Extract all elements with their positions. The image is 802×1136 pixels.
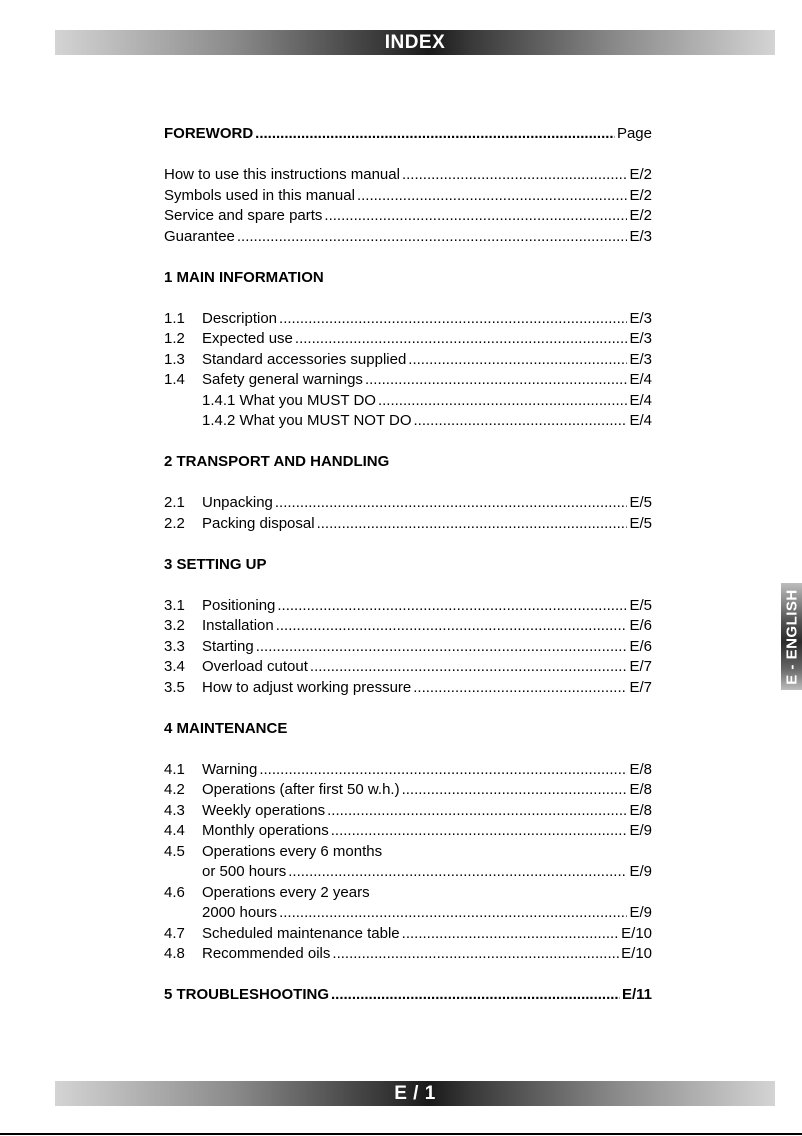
toc-title: FOREWORD <box>164 125 254 142</box>
leader-dots <box>317 514 628 535</box>
toc-entry[interactable] <box>164 862 652 883</box>
toc-number: 4.2 <box>164 781 185 798</box>
toc-entry[interactable] <box>164 411 652 432</box>
toc-page: E/9 <box>629 822 652 839</box>
leader-dots <box>413 678 627 699</box>
toc-number: 3.3 <box>164 637 185 655</box>
toc-title: Standard accessories supplied <box>202 350 407 368</box>
toc-title: Symbols used in this manual <box>164 186 355 204</box>
toc-number <box>164 391 202 412</box>
leader-dots <box>288 862 627 883</box>
section-heading[interactable]: 3 SETTING UP <box>164 555 267 573</box>
table-of-contents <box>164 124 652 1006</box>
toc-title: 2000 hours <box>202 904 278 921</box>
toc-entry[interactable] <box>164 186 652 207</box>
toc-number: 1.1 <box>164 309 185 327</box>
toc-number: 2.1 <box>164 494 185 511</box>
toc-number <box>164 903 202 924</box>
toc-number: 4.1 <box>164 760 185 778</box>
spacer <box>164 473 652 494</box>
leader-dots <box>402 780 628 801</box>
spacer <box>164 575 652 596</box>
spacer <box>164 739 652 760</box>
toc-title: 5 TROUBLESHOOTING <box>164 986 330 1003</box>
toc-title: Recommended oils <box>202 945 331 962</box>
section-heading[interactable]: 2 TRANSPORT AND HANDLING <box>164 453 390 470</box>
leader-dots <box>256 637 628 658</box>
toc-entry[interactable] <box>164 206 652 227</box>
section-heading[interactable]: 4 MAINTENANCE <box>164 719 288 737</box>
toc-troubleshooting[interactable] <box>164 985 652 1006</box>
toc-title: Warning <box>202 760 258 778</box>
toc-number: 1.3 <box>164 350 185 368</box>
leader-dots <box>310 657 628 678</box>
toc-title: or 500 hours <box>202 863 287 880</box>
toc-title: Expected use <box>202 330 293 347</box>
leader-dots <box>365 370 628 391</box>
toc-page: E/8 <box>629 760 652 778</box>
toc-title: Unpacking <box>202 494 273 511</box>
toc-number: 3.1 <box>164 596 185 614</box>
toc-entry[interactable] <box>164 760 652 781</box>
page-number: E / 1 <box>394 1083 436 1104</box>
header-bar <box>55 30 775 55</box>
leader-dots <box>279 903 627 924</box>
toc-page: E/8 <box>629 781 652 798</box>
leader-dots <box>331 821 628 842</box>
toc-page: E/3 <box>629 350 652 368</box>
toc-entry[interactable] <box>164 678 652 699</box>
toc-title: Overload cutout <box>202 658 308 675</box>
toc-foreword[interactable] <box>164 124 652 145</box>
toc-title: Starting <box>202 637 254 655</box>
toc-title: Monthly operations <box>202 822 329 839</box>
toc-number: 3.2 <box>164 617 185 634</box>
toc-entry[interactable] <box>164 616 652 637</box>
toc-entry[interactable] <box>164 165 652 186</box>
toc-page: E/5 <box>629 514 652 532</box>
toc-number: 1.4 <box>164 371 185 388</box>
toc-entry[interactable] <box>164 944 652 965</box>
toc-entry[interactable] <box>164 370 652 391</box>
bottom-rule <box>0 1133 802 1135</box>
toc-entry[interactable] <box>164 350 652 371</box>
footer-bar <box>55 1081 775 1106</box>
toc-title: Packing disposal <box>202 514 315 532</box>
toc-entry[interactable] <box>164 883 652 904</box>
toc-page: E/7 <box>629 678 652 696</box>
toc-entry[interactable] <box>164 924 652 945</box>
toc-page: E/3 <box>629 330 652 347</box>
toc-title: Safety general warnings <box>202 371 363 388</box>
toc-title: Description <box>202 309 278 327</box>
leader-dots <box>279 309 627 330</box>
toc-entry[interactable] <box>164 821 652 842</box>
toc-entry[interactable] <box>164 596 652 617</box>
toc-number: 4.3 <box>164 801 185 819</box>
toc-entry[interactable] <box>164 329 652 350</box>
toc-number: 1.2 <box>164 330 185 347</box>
leader-dots <box>277 596 627 617</box>
toc-page: E/7 <box>629 658 652 675</box>
toc-entry[interactable] <box>164 637 652 658</box>
toc-page: E/6 <box>629 617 652 634</box>
toc-title: Weekly operations <box>202 801 326 819</box>
leader-dots <box>408 350 627 371</box>
leader-dots <box>276 616 628 637</box>
toc-page: E/4 <box>629 371 652 388</box>
header-title: INDEX <box>384 32 446 53</box>
toc-title: How to use this instructions manual <box>164 166 400 183</box>
toc-title: Positioning <box>202 596 276 614</box>
leader-dots <box>275 493 628 514</box>
toc-entry[interactable] <box>164 391 652 412</box>
toc-entry[interactable] <box>164 309 652 330</box>
toc-entry[interactable] <box>164 842 652 863</box>
toc-page: E/8 <box>629 801 652 819</box>
toc-title: Operations every 2 years <box>202 883 370 901</box>
leader-dots <box>357 186 628 207</box>
toc-number <box>164 862 202 883</box>
toc-entry[interactable] <box>164 903 652 924</box>
toc-title: 1.4.2 What you MUST NOT DO <box>202 412 412 429</box>
toc-number: 4.7 <box>164 924 185 942</box>
toc-title: Guarantee <box>164 227 235 245</box>
toc-page: E/10 <box>621 945 652 962</box>
toc-page: E/3 <box>629 227 652 245</box>
toc-page: E/9 <box>629 863 652 880</box>
leader-dots <box>259 760 627 781</box>
toc-number: 4.4 <box>164 822 185 839</box>
toc-title: Operations (after first 50 w.h.) <box>202 781 400 798</box>
toc-number: 3.5 <box>164 678 185 696</box>
toc-title: Scheduled maintenance table <box>202 924 400 942</box>
language-tab-label: E - ENGLISH <box>783 588 800 685</box>
toc-title: How to adjust working pressure <box>202 678 412 696</box>
toc-number: 3.4 <box>164 658 185 675</box>
leader-dots <box>324 206 627 227</box>
leader-dots <box>414 411 628 432</box>
toc-page: E/11 <box>621 986 652 1003</box>
toc-entry[interactable] <box>164 493 652 514</box>
toc-page: E/6 <box>629 637 652 655</box>
toc-number: 2.2 <box>164 514 185 532</box>
toc-entry[interactable] <box>164 657 652 678</box>
language-tab <box>781 583 802 690</box>
spacer <box>164 247 652 268</box>
toc-entry[interactable] <box>164 227 652 248</box>
toc-title: Operations every 6 months <box>202 842 383 860</box>
leader-dots <box>332 944 619 965</box>
toc-entry[interactable] <box>164 801 652 822</box>
toc-number: 4.5 <box>164 842 185 860</box>
leader-dots <box>237 227 628 248</box>
toc-page: E/9 <box>629 904 652 921</box>
toc-title: 1.4.1 What you MUST DO <box>202 391 376 409</box>
toc-page: E/4 <box>629 391 652 409</box>
leader-dots <box>402 165 628 186</box>
toc-page: E/10 <box>621 924 652 942</box>
toc-page: E/3 <box>629 309 652 327</box>
toc-number: 4.6 <box>164 883 185 901</box>
toc-page: E/5 <box>629 596 652 614</box>
toc-entry[interactable] <box>164 514 652 535</box>
toc-page: Page <box>616 125 652 142</box>
leader-dots <box>402 924 619 945</box>
spacer <box>164 288 652 309</box>
toc-page: E/4 <box>629 412 652 429</box>
toc-number: 4.8 <box>164 945 185 962</box>
toc-title: Installation <box>202 617 274 634</box>
toc-page: E/2 <box>629 186 652 204</box>
leader-dots <box>327 801 627 822</box>
toc-page: E/5 <box>629 494 652 511</box>
spacer <box>164 432 652 453</box>
leader-dots <box>295 329 628 350</box>
toc-page: E/2 <box>629 207 652 224</box>
spacer <box>164 534 652 555</box>
toc-page: E/2 <box>629 166 652 183</box>
toc-number <box>164 411 202 432</box>
leader-dots <box>378 391 628 412</box>
spacer <box>164 698 652 719</box>
section-heading[interactable]: 1 MAIN INFORMATION <box>164 268 324 286</box>
toc-title: Service and spare parts <box>164 207 323 224</box>
toc-entry[interactable] <box>164 780 652 801</box>
